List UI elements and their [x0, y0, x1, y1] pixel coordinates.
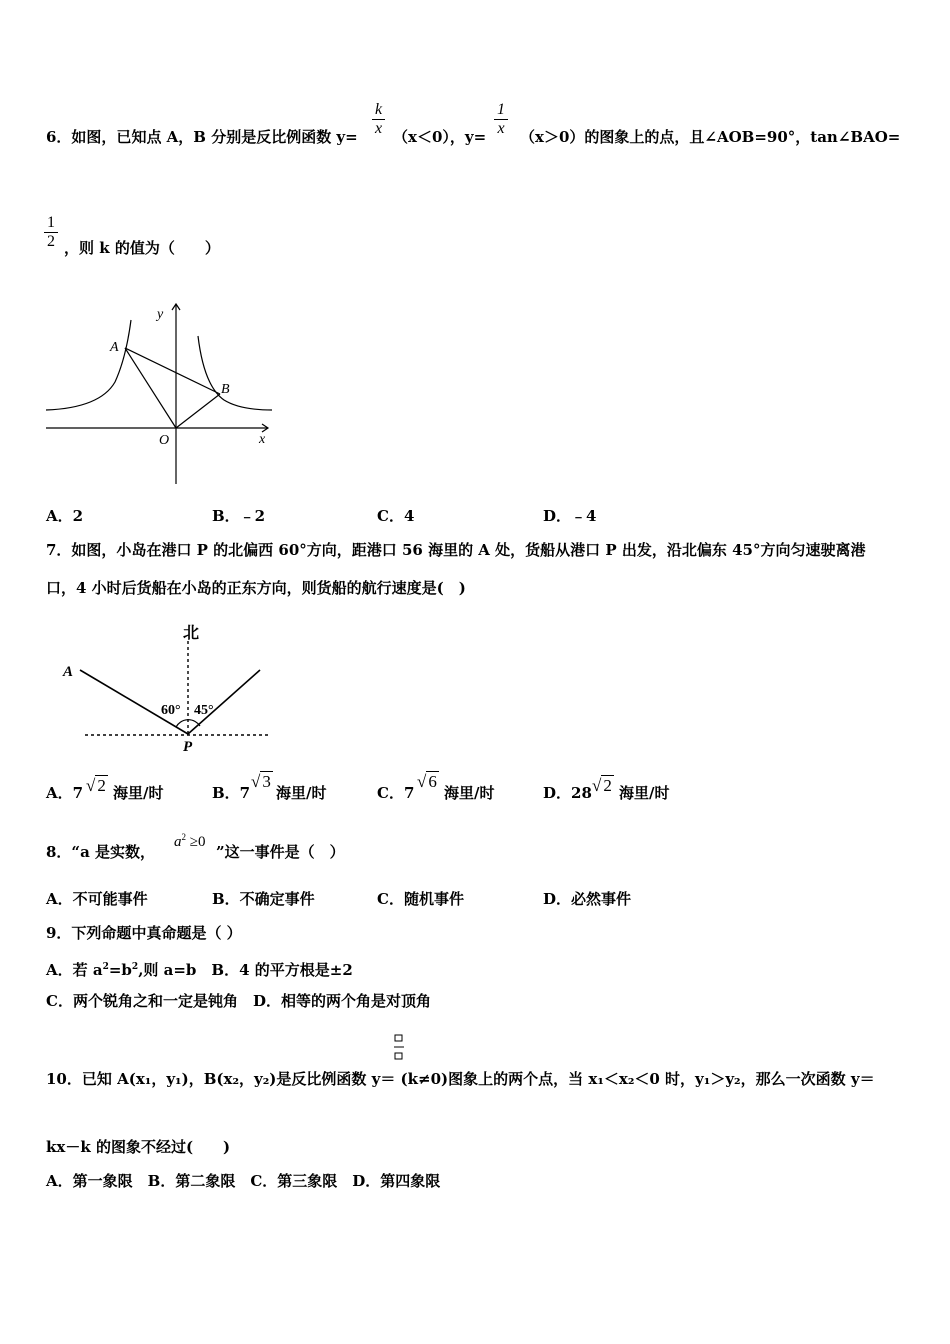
q8-option-d: D．必然事件 — [543, 890, 632, 908]
q8-text-b: ”这一事件是（ ） — [216, 843, 345, 861]
q7-figure-bearings — [55, 618, 285, 758]
fraction-denominator: x — [497, 120, 505, 137]
q7-line1: 7．如图，小岛在港口 P 的北偏西 60°方向，距港口 56 海里的 A 处，货船从港口 P 出发，沿北偏东 45°方向匀速驶离港 — [46, 541, 866, 559]
q6-line2: ，则 k 的值为（ ） — [64, 239, 220, 257]
q7-option-b-sqrt: √ 3 — [251, 772, 271, 791]
q8-option-b: B．不确定事件 — [212, 890, 315, 908]
q7-option-b-coefficient: B．7 — [212, 784, 251, 802]
q7-option-c-unit: 海里/时 — [444, 784, 495, 802]
q10-line2: kx－k 的图象不经过( ) — [46, 1138, 231, 1156]
fraction-numerator: k — [372, 101, 385, 120]
q10-small-fraction-glyph — [393, 1034, 405, 1062]
q7-option-a-coefficient: A．7 — [46, 784, 84, 802]
radicand: 3 — [262, 772, 271, 791]
q8-text-a: 8．“a 是实数， — [46, 843, 156, 861]
q6-figure-hyperbola — [40, 296, 280, 492]
q7-option-a-sqrt: √ 2 — [86, 776, 106, 795]
fraction-numerator: 1 — [44, 214, 58, 233]
q6-line1-b: （x＜0），y= — [393, 128, 487, 146]
point-b-label: B — [221, 382, 230, 397]
q10-options: A．第一象限 B．第二象限 C．第三象限 D．第四象限 — [46, 1172, 441, 1190]
point-a-label: A — [110, 340, 119, 355]
q7-option-d-coefficient: D．28 — [543, 784, 592, 802]
q8-option-c: C．随机事件 — [377, 890, 464, 908]
expr-exponent: 2 — [181, 832, 186, 842]
q6-option-a: A．2 — [46, 507, 84, 525]
y-axis-label: y — [157, 307, 164, 322]
q6-fraction-k-over-x — [372, 101, 385, 138]
q8-option-a: A．不可能事件 — [46, 890, 148, 908]
radicand: 2 — [97, 776, 106, 795]
q7-option-d-unit: 海里/时 — [619, 784, 670, 802]
q8-expression — [174, 832, 205, 851]
q7-option-b-unit: 海里/时 — [276, 784, 327, 802]
q6-line1-c: （x＞0）的图象上的点，且∠AOB=90°，tan∠BAO= — [520, 128, 901, 146]
fraction-denominator: 2 — [47, 233, 55, 250]
q6-fraction-1-over-2 — [44, 214, 58, 251]
expr-rest: ≥0 — [186, 834, 206, 850]
fraction-denominator: x — [375, 120, 383, 137]
expr-base: a — [174, 834, 182, 850]
opt-a-part3: ,则 a=b B．4 的平方根是±2 — [138, 961, 353, 979]
q6-option-d: D．﹣4 — [543, 507, 597, 525]
q6-option-c: C．4 — [377, 507, 415, 525]
q7-option-a-unit: 海里/时 — [113, 784, 164, 802]
q6-option-b: B．﹣2 — [212, 507, 266, 525]
opt-a-part2: =b — [108, 961, 132, 979]
line-pa — [80, 670, 188, 734]
q6-line1-a: 6．如图，已知点 A，B 分别是反比例函数 y= — [46, 128, 358, 146]
radicand: 6 — [428, 772, 437, 791]
q7-option-d-sqrt: √ 2 — [592, 776, 612, 795]
right-hyperbola-branch — [198, 336, 272, 410]
q9-options-ab — [46, 957, 353, 980]
q7-line2: 口，4 小时后货船在小岛的正东方向，则货船的航行速度是( ) — [46, 579, 466, 597]
q10-line1: 10．已知 A(x₁，y₁)，B(x₂，y₂)是反比例函数 y＝ (k≠0)图象上的两个点，当 x₁＜x₂＜0 时，y₁＞y₂，那么一次函数 y＝ — [46, 1070, 875, 1088]
q9-stem: 9．下列命题中真命题是（ ） — [46, 924, 242, 942]
left-hyperbola-branch — [46, 320, 131, 410]
opt-a-part1: A．若 a — [46, 961, 103, 979]
q6-fraction-1-over-x — [494, 101, 508, 138]
q7-option-c-coefficient: C．7 — [377, 784, 415, 802]
segment-ob — [176, 394, 220, 428]
fraction-numerator: 1 — [494, 101, 508, 120]
x-axis-label: x — [259, 432, 266, 447]
north-label: 北 — [183, 625, 200, 642]
origin-label: O — [159, 433, 170, 448]
angle-45-label: 45° — [194, 703, 214, 718]
q7-option-c-sqrt: √ 6 — [417, 772, 437, 791]
opt-a-sup1: 2 — [102, 962, 109, 972]
opt-a-sup2: 2 — [131, 962, 139, 972]
point-p-label: P — [183, 739, 193, 755]
radicand: 2 — [603, 776, 612, 795]
point-a-label: A — [63, 664, 74, 680]
angle-60-label: 60° — [161, 703, 181, 718]
q9-options-cd: C．两个锐角之和一定是钝角 D．相等的两个角是对顶角 — [46, 992, 431, 1010]
